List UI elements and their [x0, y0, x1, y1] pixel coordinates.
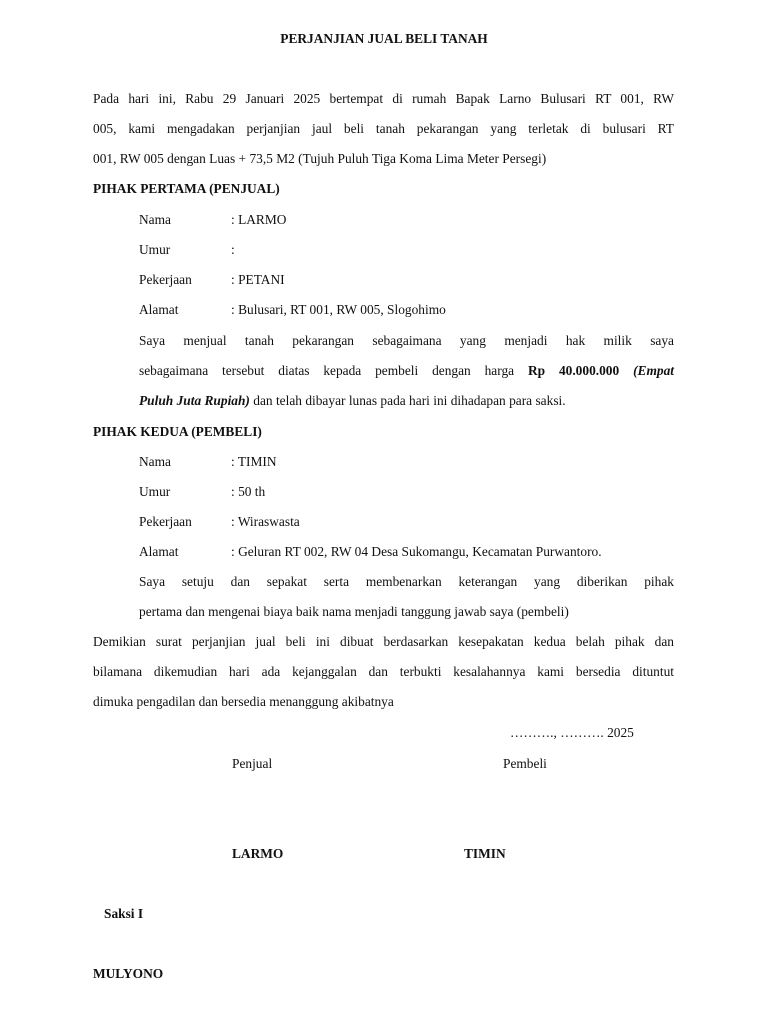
buyer-job-value: : Wiraswasta: [231, 514, 300, 529]
buyer-statement-line-1: Saya setuju dan sepakat serta membenarkan keterangan yang diberikan pihak: [139, 574, 674, 589]
seller-address-value: : Bulusari, RT 001, RW 005, Slogohimo: [231, 302, 446, 317]
intro-line-3: 001, RW 005 dengan Luas + 73,5 M2 (Tujuh Puluh Tiga Koma Lima Meter Persegi): [93, 151, 547, 166]
buyer-address-label: Alamat: [139, 544, 179, 559]
seller-name-label: Nama: [139, 212, 171, 227]
seller-statement-text: sebagaimana tersebut diatas kepada pembeli dengan harga: [139, 363, 515, 378]
intro-line-2: 005, kami mengadakan perjanjian jaul beli tanah pekarangan yang terletak di bulusari RT: [93, 121, 674, 136]
seller-job-label: Pekerjaan: [139, 272, 192, 287]
seller-statement-line-1: Saya menjual tanah pekarangan sebagaimana yang menjadi hak milik saya: [139, 333, 674, 348]
seller-statement-line-2: [139, 363, 674, 379]
seller-signature-name: LARMO: [232, 846, 284, 861]
buyer-signature-name: TIMIN: [464, 846, 506, 861]
buyer-name-label: Nama: [139, 454, 171, 469]
date-place-line: ………., ………. 2025: [510, 725, 634, 740]
seller-job-value: : PETANI: [231, 272, 285, 287]
seller-statement-line-3: [139, 393, 566, 409]
buyer-age-label: Umur: [139, 484, 171, 499]
witness-name: MULYONO: [93, 966, 164, 981]
seller-age-label: Umur: [139, 242, 171, 257]
document-title: PERJANJIAN JUAL BELI TANAH: [280, 31, 488, 46]
intro-line-1: Pada hari ini, Rabu 29 Januari 2025 bertempat di rumah Bapak Larno Bulusari RT 001, RW: [93, 91, 674, 106]
pihak-kedua-heading: PIHAK KEDUA (PEMBELI): [93, 424, 262, 439]
buyer-age-value: : 50 th: [231, 484, 266, 499]
closing-line-3: dimuka pengadilan dan bersedia menanggung akibatnya: [93, 694, 394, 709]
seller-signature-label: Penjual: [232, 756, 273, 771]
witness-label: Saksi I: [104, 906, 144, 921]
seller-name-value: : LARMO: [231, 212, 287, 227]
buyer-signature-label: Pembeli: [503, 756, 547, 771]
sale-price-words-start: (Empat: [633, 363, 674, 378]
sale-price: Rp 40.000.000: [527, 363, 620, 378]
closing-line-1: Demikian surat perjanjian jual beli ini dibuat berdasarkan kesepakatan kedua belah pihak dan: [93, 634, 674, 649]
seller-age-value: :: [231, 242, 235, 257]
pihak-pertama-heading: PIHAK PERTAMA (PENJUAL): [93, 181, 280, 196]
buyer-statement-line-2: pertama dan mengenai biaya baik nama menjadi tanggung jawab saya (pembeli): [139, 604, 569, 619]
seller-statement-end: dan telah dibayar lunas pada hari ini dihadapan para saksi.: [253, 393, 566, 408]
buyer-name-value: : TIMIN: [231, 454, 277, 469]
closing-line-2: bilamana dikemudian hari ada kejanggalan dan terbukti kesalahannya kami bersedia dituntut: [93, 664, 674, 679]
buyer-job-label: Pekerjaan: [139, 514, 192, 529]
sale-price-words-end: Puluh Juta Rupiah): [139, 393, 250, 408]
seller-address-label: Alamat: [139, 302, 179, 317]
buyer-address-value: : Geluran RT 002, RW 04 Desa Sukomangu, Kecamatan Purwantoro.: [231, 544, 602, 559]
